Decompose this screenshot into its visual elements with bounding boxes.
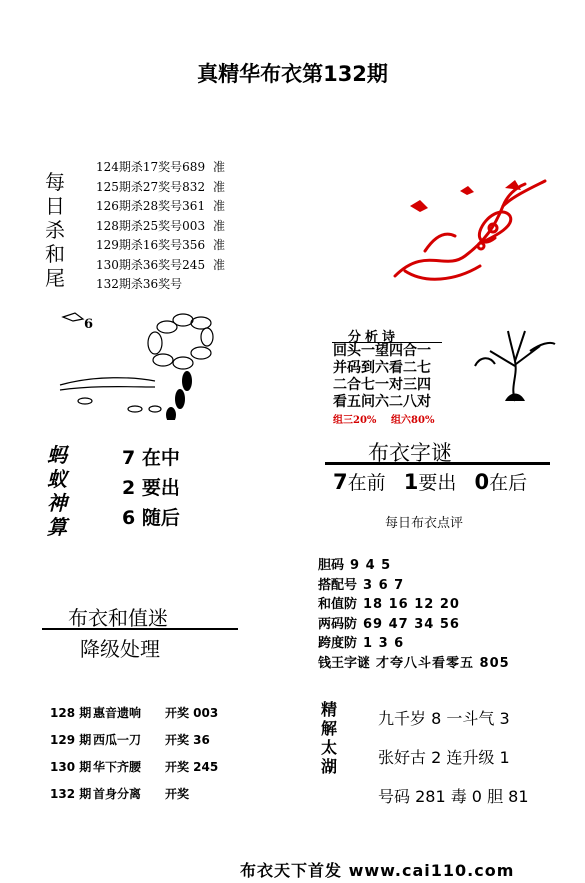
hezhi-list <box>50 700 218 808</box>
heading-char: 日 <box>45 194 65 218</box>
riddle-title: 布衣字谜 <box>368 441 452 465</box>
list-item: 钱王字谜 才夸八斗看零五 805 <box>318 655 510 671</box>
code-list <box>318 556 510 673</box>
heading-char: 精 <box>321 700 338 719</box>
daily-kill-list <box>96 158 233 295</box>
riddle-number: 7 <box>333 470 348 494</box>
group-three-rate: 组三20% <box>333 415 377 426</box>
heading-char: 蚂 <box>47 443 67 467</box>
poem-line: 看五问六二八对 <box>333 394 431 410</box>
heading-char: 算 <box>47 515 67 539</box>
divider <box>42 628 238 630</box>
list-item: 两码防 69 47 34 56 <box>318 616 460 632</box>
heading-char: 尾 <box>45 266 65 290</box>
analysis-poem-title: 分析诗 <box>348 330 400 345</box>
list-item: 132期杀36奖号 <box>96 277 183 291</box>
jingjie-heading <box>321 700 341 776</box>
list-item: 125期杀27奖号832 准 <box>96 179 226 194</box>
list-item: 搭配号 3 6 7 <box>318 577 405 593</box>
heading-char: 和 <box>45 242 65 266</box>
heading-char: 蚁 <box>47 467 67 491</box>
poem-line: 二合七一对三四 <box>333 377 431 393</box>
list-item: 2 要出 <box>122 477 180 499</box>
poem-line: 回头一望四合一 <box>333 343 431 359</box>
heading-char: 解 <box>321 719 338 738</box>
list-item: 和值防 18 16 12 20 <box>318 597 460 612</box>
list-item: 6 随后 <box>122 507 180 529</box>
riddle-number: 0 <box>474 470 490 494</box>
list-item: 128 期 惠音遗响 开奖 003 <box>50 706 219 720</box>
ant-calc-items <box>122 443 180 533</box>
jingjie-items <box>378 699 529 816</box>
riddle-number: 1 <box>403 470 419 494</box>
list-item: 7 在中 <box>122 447 180 469</box>
sketch-number: 6 <box>84 317 94 332</box>
heading-char: 每 <box>45 170 65 194</box>
list-item: 130期杀36奖号245 准 <box>96 257 226 272</box>
tree-sketch <box>470 326 560 406</box>
list-item: 132 期 首身分离 开奖 <box>50 787 190 801</box>
hezhi-subtitle: 降级处理 <box>80 637 160 661</box>
daily-kill-heading <box>45 170 69 290</box>
riddle-answer: 7在前 1要出 0在后 <box>333 470 528 494</box>
red-bird-sketch <box>385 176 555 291</box>
analysis-poem <box>333 343 434 429</box>
list-item: 号码 281 毒 0 胆 81 <box>378 787 529 806</box>
list-item: 129期杀16奖号356 准 <box>96 238 226 252</box>
divider <box>325 462 550 465</box>
hezhi-title: 布衣和值迷 <box>68 606 168 630</box>
daily-review-heading: 每日布衣点评 <box>385 516 464 531</box>
footer-text: 布衣天下首发 www.cai110.com <box>240 861 515 880</box>
list-item: 张好古 2 连升级 1 <box>378 748 510 767</box>
page-title: 真精华布衣第132期 <box>197 62 388 86</box>
list-item: 130 期 华下齐腰 开奖 245 <box>50 760 219 774</box>
group-six-rate: 组六80% <box>391 415 435 426</box>
heading-char: 湖 <box>321 757 338 776</box>
list-item: 128期杀25奖号003 准 <box>96 218 226 233</box>
list-item: 129 期 西瓜一刀 开奖 36 <box>50 733 210 747</box>
list-item: 126期杀28奖号361 准 <box>96 199 226 213</box>
ant-calc-heading <box>47 443 73 539</box>
heading-char: 太 <box>321 738 338 757</box>
list-item: 124期杀17奖号689 准 <box>96 160 226 174</box>
list-item: 胆码 9 4 5 <box>318 558 392 573</box>
heading-char: 神 <box>47 491 67 515</box>
list-item: 跨度防 1 3 6 <box>318 636 405 651</box>
heading-char: 杀 <box>45 218 65 242</box>
left-sketch <box>55 305 230 420</box>
poem-line: 并码到六看二七 <box>333 360 431 376</box>
list-item: 九千岁 8 一斗气 3 <box>378 709 510 728</box>
